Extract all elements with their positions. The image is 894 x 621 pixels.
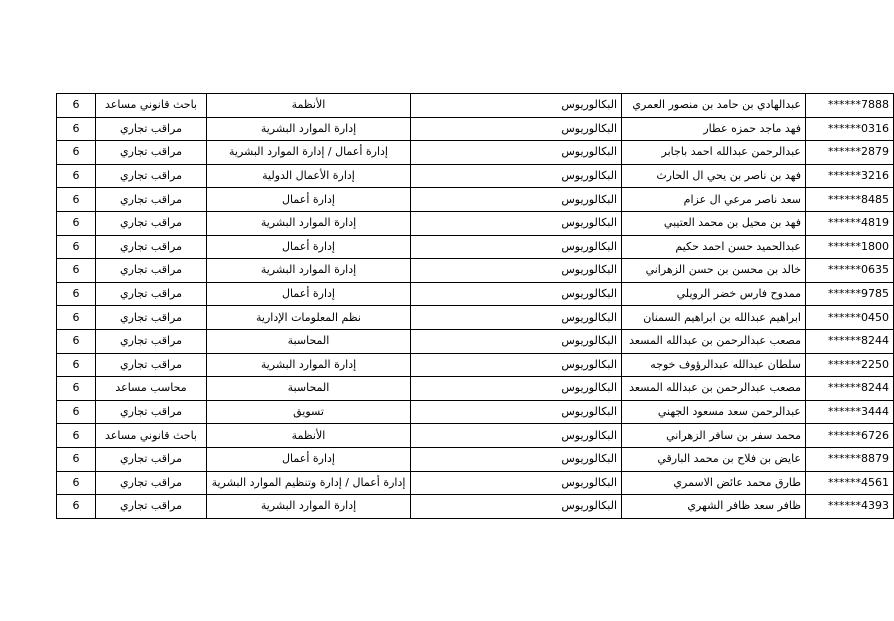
id-number-cell: ******2879	[806, 141, 894, 165]
id-number-cell: ******4393	[806, 495, 894, 519]
degree-cell: البكالوريوس	[411, 377, 622, 401]
major-cell: المحاسبة	[207, 329, 411, 353]
id-number-cell: ******2250	[806, 353, 894, 377]
candidates-table	[56, 93, 894, 519]
grade-cell: 6	[57, 259, 96, 283]
job-title-cell: مراقب تجاري	[96, 117, 207, 141]
major-cell: إدارة الموارد البشرية	[207, 259, 411, 283]
degree-cell: البكالوريوس	[411, 495, 622, 519]
major-cell: تسويق	[207, 400, 411, 424]
name-cell: عبدالرحمن سعد مسعود الجهني	[622, 400, 806, 424]
name-cell: عبدالرحمن عبدالله احمد باجابر	[622, 141, 806, 165]
name-cell: مصعب عبدالرحمن بن عبدالله المسعد	[622, 377, 806, 401]
job-title-cell: محاسب مساعد	[96, 377, 207, 401]
table-row	[57, 306, 894, 330]
job-title-cell: مراقب تجاري	[96, 235, 207, 259]
degree-cell: البكالوريوس	[411, 117, 622, 141]
table-row	[57, 282, 894, 306]
grade-cell: 6	[57, 353, 96, 377]
table-row	[57, 117, 894, 141]
degree-cell: البكالوريوس	[411, 235, 622, 259]
major-cell: إدارة الموارد البشرية	[207, 117, 411, 141]
job-title-cell: مراقب تجاري	[96, 329, 207, 353]
table-row	[57, 259, 894, 283]
major-cell: الأنظمة	[207, 94, 411, 118]
id-number-cell: ******6726	[806, 424, 894, 448]
table-row	[57, 471, 894, 495]
grade-cell: 6	[57, 235, 96, 259]
id-number-cell: ******8879	[806, 447, 894, 471]
document-sheet	[56, 93, 889, 519]
id-number-cell: ******7888	[806, 94, 894, 118]
name-cell: فهد ماجد حمزه عطار	[622, 117, 806, 141]
name-cell: عبدالحميد حسن احمد حكيم	[622, 235, 806, 259]
table-row	[57, 400, 894, 424]
id-number-cell: ******1800	[806, 235, 894, 259]
table-row	[57, 353, 894, 377]
major-cell: نظم المعلومات الإدارية	[207, 306, 411, 330]
degree-cell: البكالوريوس	[411, 447, 622, 471]
job-title-cell: مراقب تجاري	[96, 306, 207, 330]
name-cell: فهد بن ناصر بن يحي ال الحارث	[622, 164, 806, 188]
job-title-cell: مراقب تجاري	[96, 188, 207, 212]
grade-cell: 6	[57, 424, 96, 448]
id-number-cell: ******8485	[806, 188, 894, 212]
id-number-cell: ******3216	[806, 164, 894, 188]
major-cell: إدارة الموارد البشرية	[207, 495, 411, 519]
grade-cell: 6	[57, 306, 96, 330]
id-number-cell: ******8244	[806, 377, 894, 401]
major-cell: الأنظمة	[207, 424, 411, 448]
table-row	[57, 377, 894, 401]
grade-cell: 6	[57, 377, 96, 401]
major-cell: إدارة أعمال	[207, 447, 411, 471]
id-number-cell: ******4561	[806, 471, 894, 495]
id-number-cell: ******9785	[806, 282, 894, 306]
id-number-cell: ******4819	[806, 211, 894, 235]
job-title-cell: باحث قانوني مساعد	[96, 94, 207, 118]
job-title-cell: مراقب تجاري	[96, 495, 207, 519]
degree-cell: البكالوريوس	[411, 259, 622, 283]
grade-cell: 6	[57, 94, 96, 118]
grade-cell: 6	[57, 188, 96, 212]
name-cell: عايض بن فلاح بن محمد البارقي	[622, 447, 806, 471]
name-cell: ظافر سعد ظافر الشهري	[622, 495, 806, 519]
grade-cell: 6	[57, 471, 96, 495]
name-cell: فهد بن محيل بن محمد العتيبي	[622, 211, 806, 235]
name-cell: سعد ناصر مرعي ال عزام	[622, 188, 806, 212]
name-cell: طارق محمد عائض الاسمري	[622, 471, 806, 495]
table-row	[57, 424, 894, 448]
table-row	[57, 211, 894, 235]
degree-cell: البكالوريوس	[411, 94, 622, 118]
degree-cell: البكالوريوس	[411, 141, 622, 165]
job-title-cell: مراقب تجاري	[96, 141, 207, 165]
major-cell: إدارة أعمال	[207, 235, 411, 259]
grade-cell: 6	[57, 141, 96, 165]
name-cell: عبدالهادي بن حامد بن منصور العمري	[622, 94, 806, 118]
job-title-cell: مراقب تجاري	[96, 164, 207, 188]
major-cell: إدارة الموارد البشرية	[207, 353, 411, 377]
job-title-cell: مراقب تجاري	[96, 211, 207, 235]
id-number-cell: ******0635	[806, 259, 894, 283]
degree-cell: البكالوريوس	[411, 211, 622, 235]
grade-cell: 6	[57, 117, 96, 141]
name-cell: خالد بن محسن بن حسن الزهراني	[622, 259, 806, 283]
job-title-cell: مراقب تجاري	[96, 400, 207, 424]
major-cell: إدارة الأعمال الدولية	[207, 164, 411, 188]
name-cell: ابراهيم عبدالله بن ابراهيم السمنان	[622, 306, 806, 330]
major-cell: إدارة أعمال	[207, 188, 411, 212]
degree-cell: البكالوريوس	[411, 188, 622, 212]
degree-cell: البكالوريوس	[411, 400, 622, 424]
job-title-cell: مراقب تجاري	[96, 447, 207, 471]
id-number-cell: ******8244	[806, 329, 894, 353]
degree-cell: البكالوريوس	[411, 353, 622, 377]
grade-cell: 6	[57, 447, 96, 471]
degree-cell: البكالوريوس	[411, 306, 622, 330]
job-title-cell: مراقب تجاري	[96, 471, 207, 495]
id-number-cell: ******0316	[806, 117, 894, 141]
id-number-cell: ******0450	[806, 306, 894, 330]
grade-cell: 6	[57, 282, 96, 306]
table-row	[57, 94, 894, 118]
name-cell: محمد سفر بن سافر الزهراني	[622, 424, 806, 448]
table-row	[57, 164, 894, 188]
degree-cell: البكالوريوس	[411, 424, 622, 448]
table-row	[57, 235, 894, 259]
major-cell: إدارة الموارد البشرية	[207, 211, 411, 235]
name-cell: سلطان عبدالله عبدالرؤوف خوجه	[622, 353, 806, 377]
table-row	[57, 329, 894, 353]
table-row	[57, 495, 894, 519]
table-row	[57, 141, 894, 165]
grade-cell: 6	[57, 400, 96, 424]
degree-cell: البكالوريوس	[411, 329, 622, 353]
name-cell: مصعب عبدالرحمن بن عبدالله المسعد	[622, 329, 806, 353]
major-cell: المحاسبة	[207, 377, 411, 401]
id-number-cell: ******3444	[806, 400, 894, 424]
grade-cell: 6	[57, 329, 96, 353]
degree-cell: البكالوريوس	[411, 282, 622, 306]
table-row	[57, 447, 894, 471]
degree-cell: البكالوريوس	[411, 471, 622, 495]
grade-cell: 6	[57, 211, 96, 235]
major-cell: إدارة أعمال / إدارة وتنظيم الموارد البشرية	[207, 471, 411, 495]
name-cell: ممدوح فارس خضر الرويلي	[622, 282, 806, 306]
job-title-cell: باحث قانوني مساعد	[96, 424, 207, 448]
degree-cell: البكالوريوس	[411, 164, 622, 188]
major-cell: إدارة أعمال	[207, 282, 411, 306]
grade-cell: 6	[57, 495, 96, 519]
table-body	[57, 94, 894, 519]
major-cell: إدارة أعمال / إدارة الموارد البشرية	[207, 141, 411, 165]
job-title-cell: مراقب تجاري	[96, 353, 207, 377]
table-row	[57, 188, 894, 212]
job-title-cell: مراقب تجاري	[96, 259, 207, 283]
job-title-cell: مراقب تجاري	[96, 282, 207, 306]
grade-cell: 6	[57, 164, 96, 188]
